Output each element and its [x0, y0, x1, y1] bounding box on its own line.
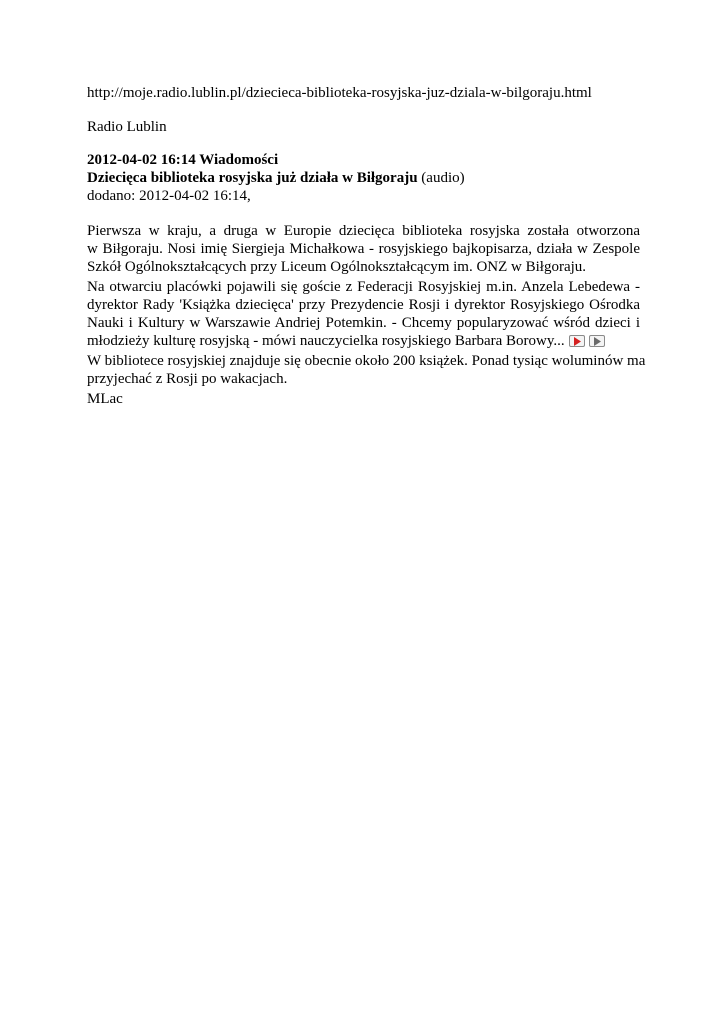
- paragraph-2-last-line: [87, 332, 640, 350]
- headline-line: [87, 169, 640, 187]
- paragraph-3-line: przyjechać z Rosji po wakacjach.: [87, 371, 288, 387]
- paragraph-1: [87, 222, 640, 276]
- paragraph-1-line: w Biłgoraju. Nosi imię Siergieja Michałkowa - rosyjskiego bajkopisarza, działa w Zespole: [87, 241, 640, 257]
- play-video-icon[interactable]: [569, 335, 585, 347]
- paragraph-2: [87, 278, 640, 350]
- paragraph-2-line: Na otwarciu placówki pojawili się goście z Federacji Rosyjskiej m.in. Anzela Lebedewa -: [87, 279, 640, 295]
- paragraph-1-line: Pierwsza w kraju, a druga w Europie dziecięca biblioteka rosyjska została otworzona: [87, 223, 640, 239]
- headline: Dziecięca biblioteka rosyjska już działa w Biłgoraju: [87, 170, 418, 186]
- paragraph-1-line: Szkół Ogólnokształcących przy Liceum Ogólnokształcącym im. ONZ w Biłgoraju.: [87, 259, 587, 275]
- headline-suffix: (audio): [417, 170, 465, 186]
- author: MLac: [87, 391, 123, 407]
- added-date: dodano: 2012-04-02 16:14,: [87, 188, 251, 204]
- play-audio-icon[interactable]: [589, 335, 605, 347]
- paragraph-3: [87, 352, 646, 388]
- source-name: Radio Lublin: [87, 119, 167, 135]
- paragraph-3-line: W bibliotece rosyjskiej znajduje się obecnie około 200 książek. Ponad tysiąc woluminów ma: [87, 353, 646, 369]
- source-url: http://moje.radio.lublin.pl/dziecieca-biblioteka-rosyjska-juz-dziala-w-bilgoraju.html: [87, 85, 592, 101]
- paragraph-2-line: dyrektor Rady 'Książka dziecięca' przy Prezydencie Rosji i dyrektor Rosyjskiego Ośrodka: [87, 297, 640, 313]
- paragraph-2-line: Nauki i Kultury w Warszawie Andriej Potemkin. - Chcemy popularyzować wśród dzieci i: [87, 315, 640, 331]
- date-category: 2012-04-02 16:14 Wiadomości: [87, 152, 279, 168]
- paragraph-2-line: młodzieży kulturę rosyjską - mówi nauczycielka rosyjskiego Barbara Borowy...: [87, 333, 565, 349]
- document-page: [87, 84, 646, 408]
